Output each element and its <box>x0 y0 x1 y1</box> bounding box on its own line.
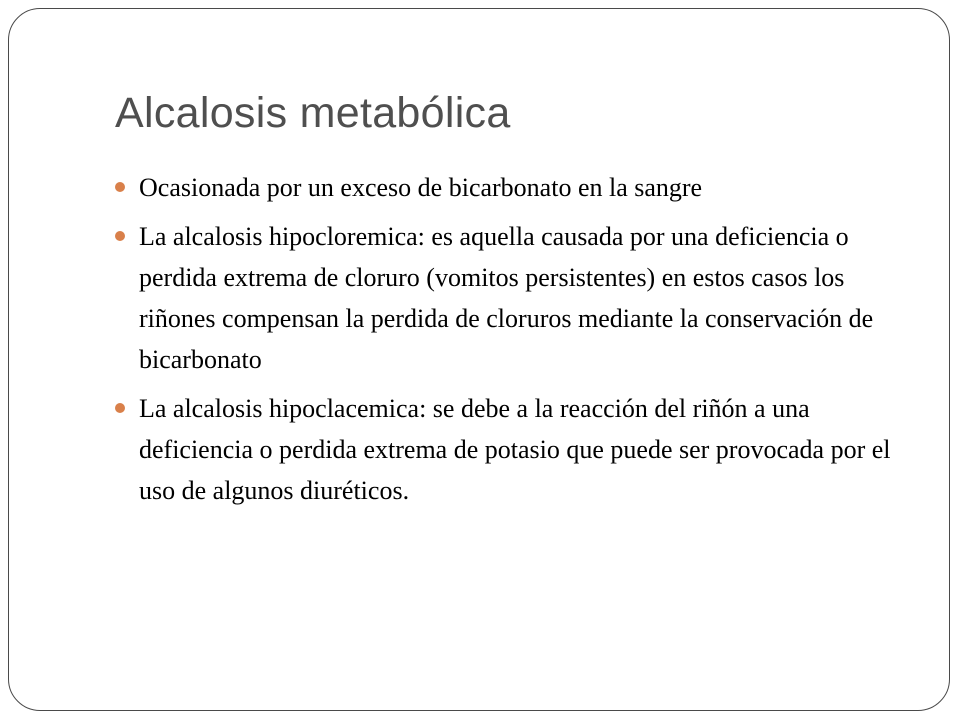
bullet-list <box>115 167 915 519</box>
slide-title: Alcalosis metabólica <box>115 89 511 137</box>
bullet-text: La alcalosis hipocloremica: es aquella causada por una deficiencia o perdida extrema de cloruro (vomitos persistentes) en estos casos los riñones compensan la perdida de cloruros mediante la conservación de bicarbonato <box>139 222 874 374</box>
bullet-dot-icon <box>115 182 125 192</box>
bullet-dot-icon <box>115 231 125 241</box>
bullet-item <box>115 388 915 511</box>
slide-frame <box>8 8 950 711</box>
bullet-item <box>115 167 915 208</box>
bullet-text: La alcalosis hipoclacemica: se debe a la reacción del riñón a una deficiencia o perdida extrema de potasio que puede ser provocada por el uso de algunos diuréticos. <box>139 394 891 505</box>
bullet-text: Ocasionada por un exceso de bicarbonato en la sangre <box>139 173 703 202</box>
bullet-item <box>115 216 915 380</box>
bullet-dot-icon <box>115 403 125 413</box>
